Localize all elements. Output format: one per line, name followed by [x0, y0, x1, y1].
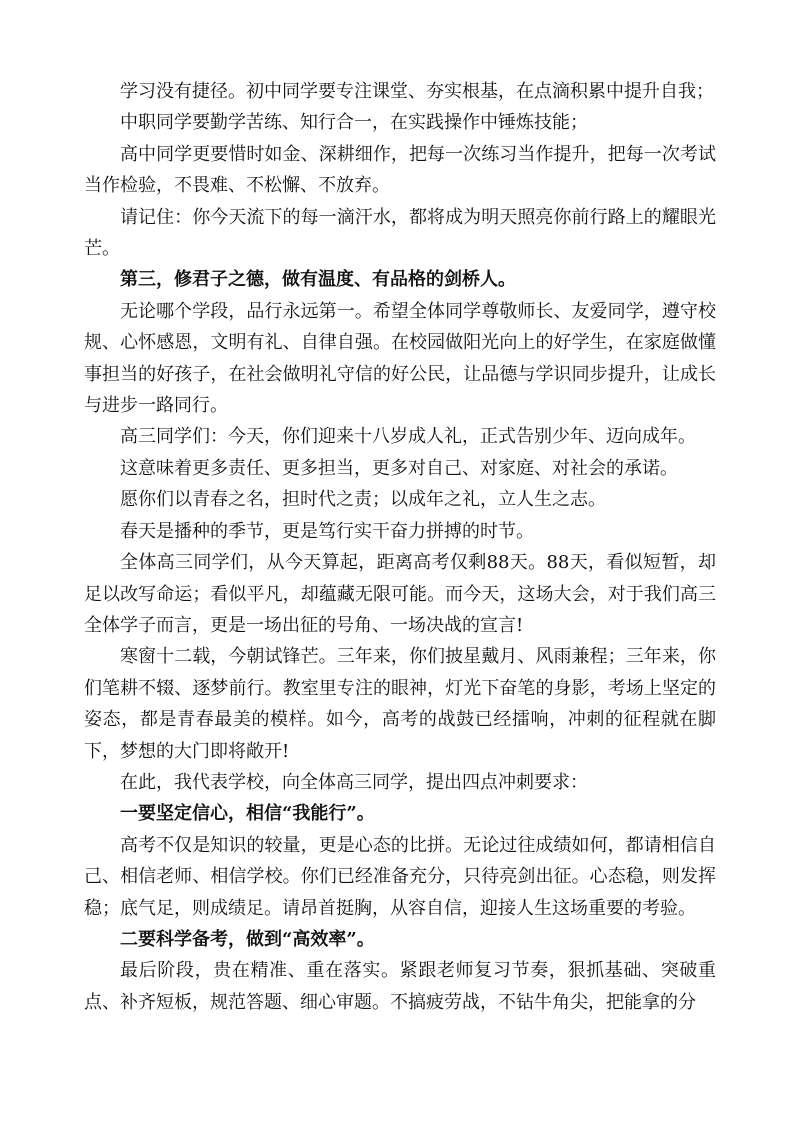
paragraph-7: 高三同学们：今天，你们迎来十八岁成人礼，正式告别少年、迈向成年。 — [120, 426, 696, 448]
paragraph-11: 全体高三同学们，从今天算起，距离高考仅剩88天。88天，看似短暂，却足以改写命运；看似平凡，却蕴藏无限可能。而今天，这场大会，对于我们高三全体学子而言，更是一场出征的号角、一场决战的宣言! — [84, 552, 716, 636]
paragraph-2: 中职同学要勤学苦练、知行合一，在实践操作中锤炼技能； — [120, 112, 588, 134]
section-heading-third: 第三，修君子之德，做有温度、有品格的剑桥人。 — [120, 269, 516, 291]
document-page — [84, 76, 716, 1018]
paragraph-15: 高考不仅是知识的较量，更是心态的比拼。无论过往成绩如何，都请相信自己、相信老师、相信学校。你们已经准备充分，只待亮剑出征。心态稳，则发挥稳；底气足，则成绩足。请昂首挺胸，从容自信，迎接人生这场重要的考验。 — [84, 834, 716, 919]
paragraph-3: 高中同学更要惜时如金、深耕细作，把每一次练习当作提升，把每一次考试当作检验，不畏难、不松懈、不放弃。 — [84, 143, 716, 197]
paragraph-1: 学习没有捷径。初中同学要专注课堂、夯实根基，在点滴积累中提升自我； — [120, 81, 714, 102]
paragraph-6: 无论哪个学段，品行永远第一。希望全体同学尊敬师长、友爱同学，遵守校规、心怀感恩，文明有礼、自律自强。在校园做阳光向上的好学生，在家庭做懂事担当的好孩子，在社会做明礼守信的好公民，让品德与学识同步提升，让成长与进步一路同行。 — [84, 300, 716, 417]
paragraph-12: 寒窗十二载，今朝试锋芒。三年来，你们披星戴月、风雨兼程；三年来，你们笔耕不辍、逐梦前行。教室里专注的眼神，灯光下奋笔的身影，考场上坚定的姿态，都是青春最美的模样。如今，高考的战鼓已经擂响，冲刺的征程就在脚下，梦想的大门即将敞开! — [84, 646, 716, 762]
paragraph-17: 最后阶段，贵在精准、重在落实。紧跟老师复习节奏，狠抓基础、突破重点、补齐短板，规范答题、细心审题。不搞疲劳战，不钻牛角尖，把能拿的分 — [84, 960, 716, 1013]
paragraph-8: 这意味着更多责任、更多担当，更多对自己、对家庭、对社会的承诺。 — [120, 457, 678, 479]
section-heading-confidence: 一要坚定信心，相信“我能行”。 — [120, 803, 375, 825]
paragraph-9: 愿你们以青春之名，担时代之责；以成年之礼，立人生之志。 — [120, 489, 606, 511]
paragraph-4: 请记住：你今天流下的每一滴汗水，都将成为明天照亮你前行路上的耀眼光芒。 — [84, 206, 716, 260]
paragraph-10: 春天是播种的季节，更是笃行实干奋力拼搏的时节。 — [120, 520, 534, 542]
section-heading-efficiency: 二要科学备考，做到“高效率”。 — [120, 928, 375, 950]
paragraph-13: 在此，我代表学校，向全体高三同学，提出四点冲刺要求： — [120, 771, 588, 793]
